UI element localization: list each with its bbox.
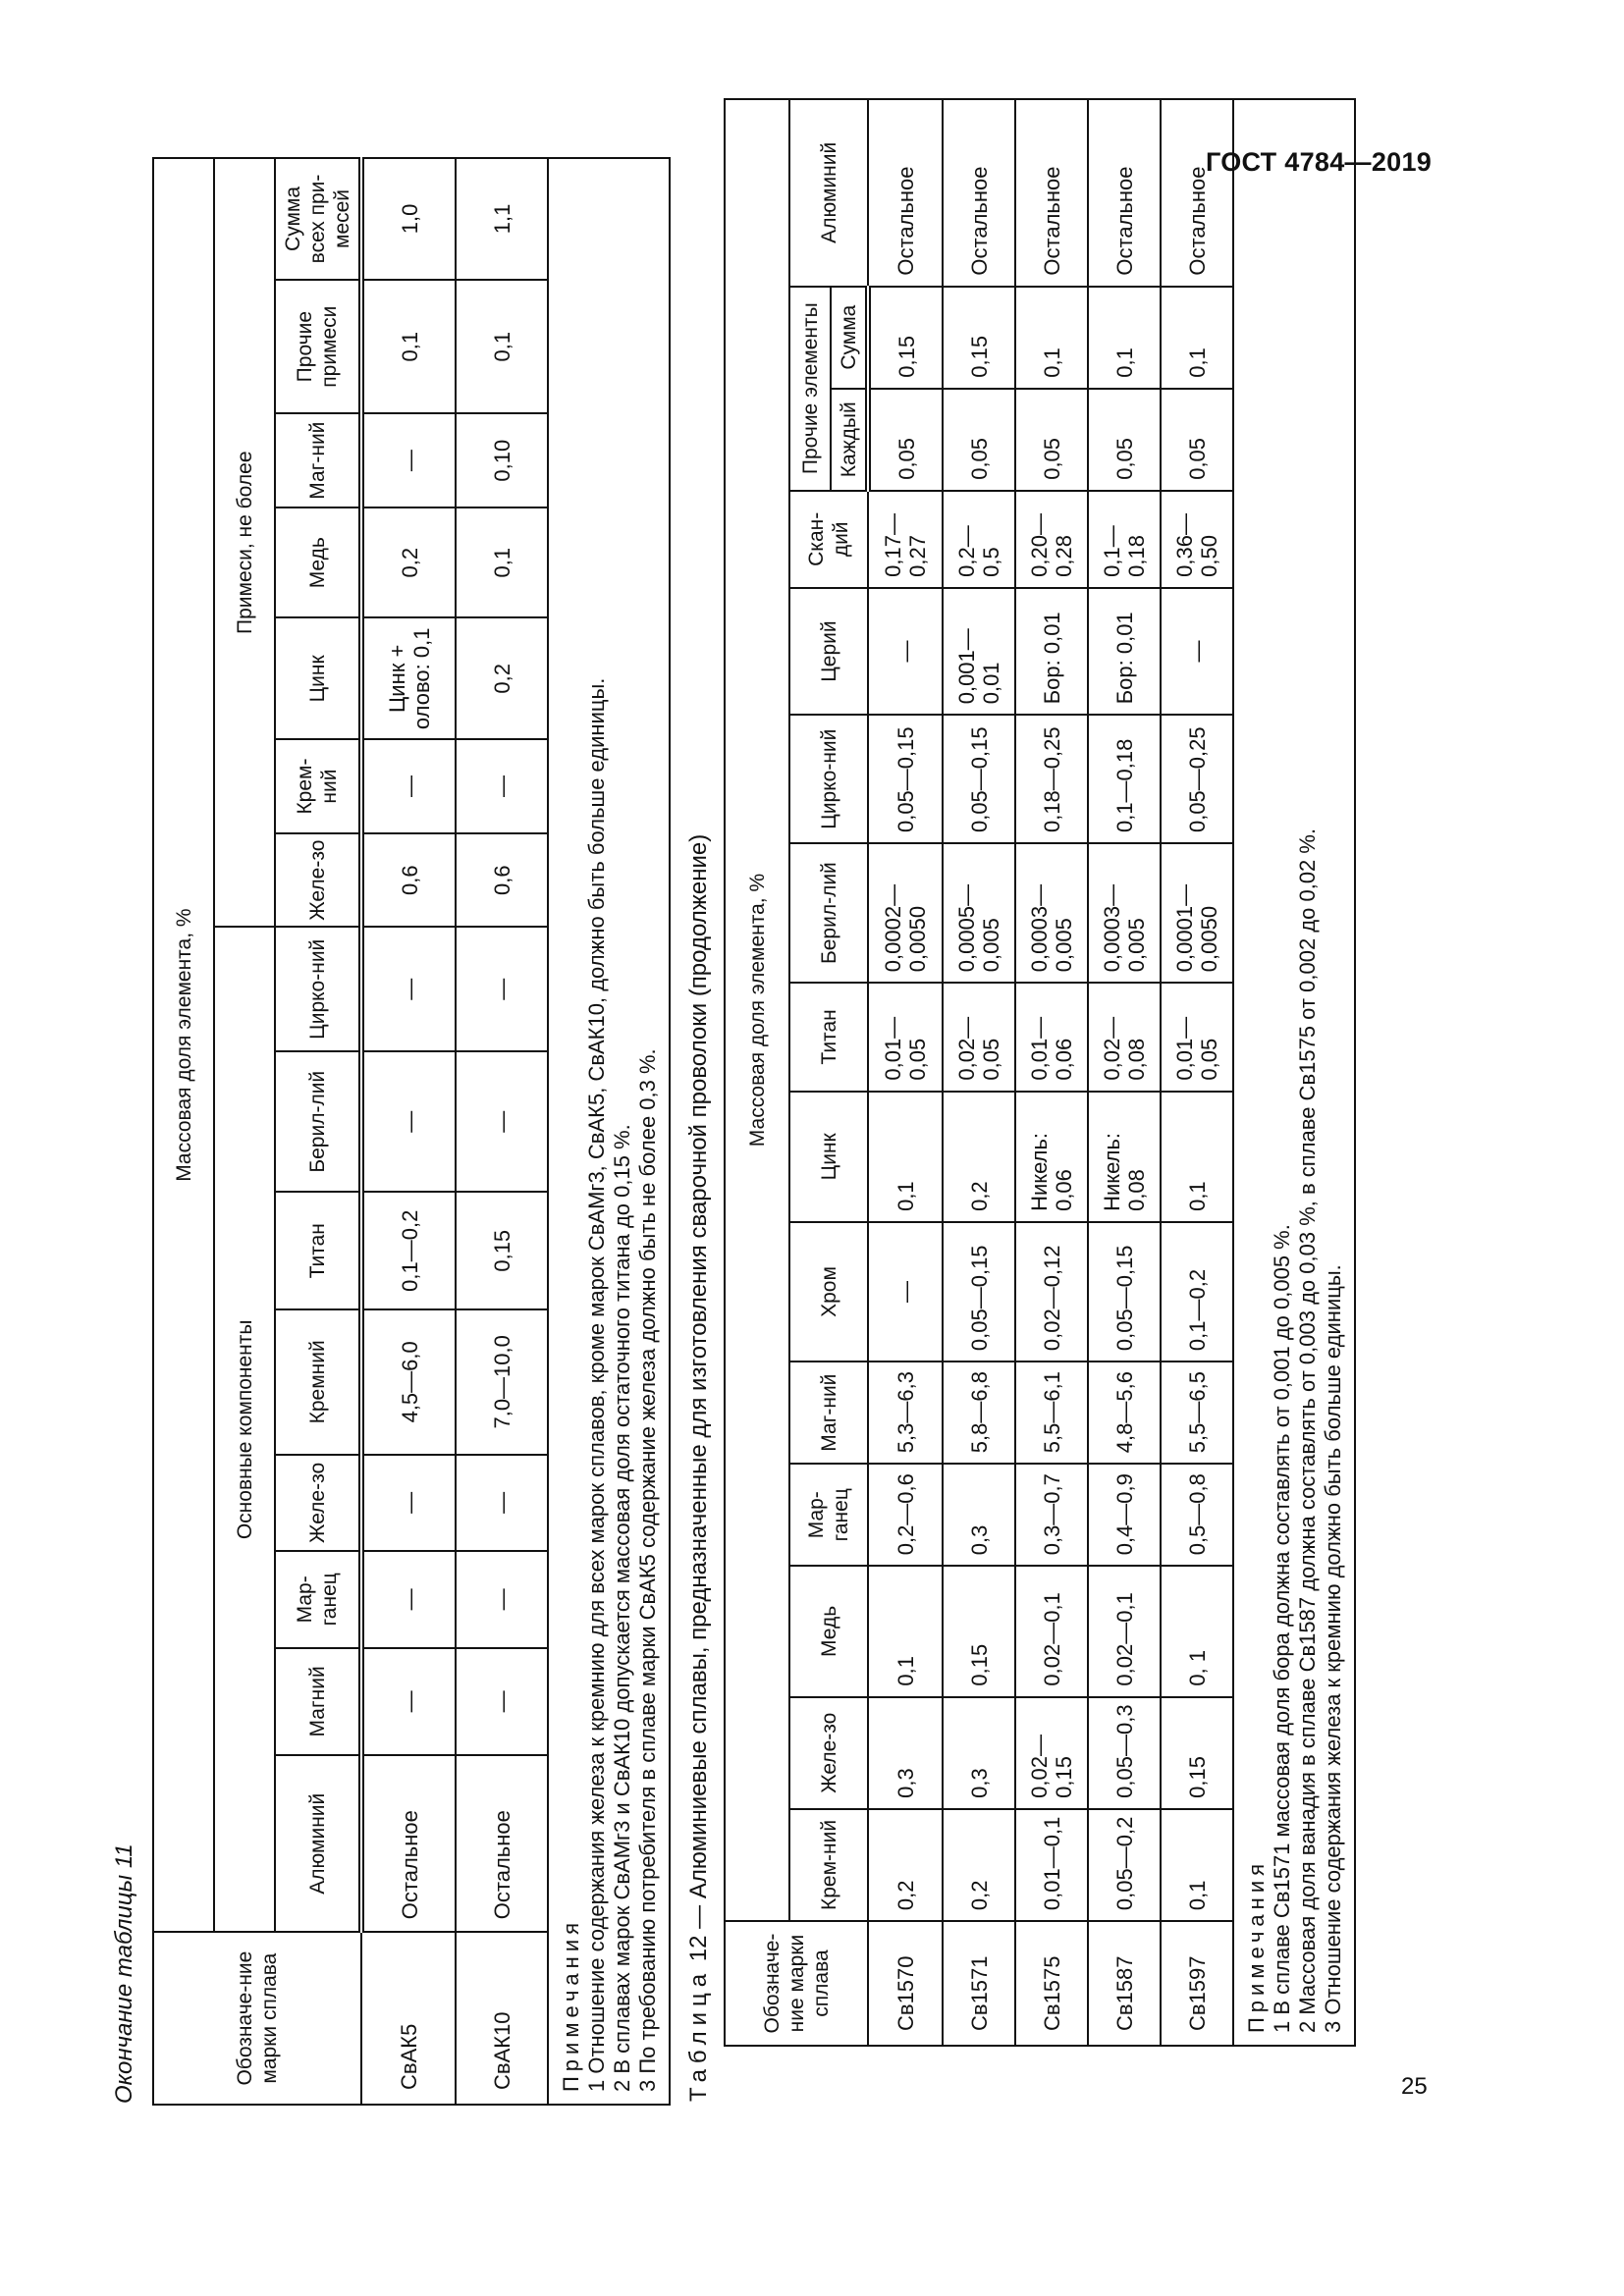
- table-row: [943, 99, 1015, 2046]
- table12-caption-prefix: Таблица: [685, 1967, 712, 2102]
- table-cell: 0,1—0,2: [361, 1192, 456, 1309]
- table-cell: 0,3: [943, 1697, 1015, 1809]
- table-cell: 0,1—0,2: [1161, 1222, 1233, 1362]
- table12: [724, 98, 1356, 2047]
- note-item: 1 В сплаве Св1571 массовая доля бора должна составлять от 0,001 до 0,005 %.: [1270, 1224, 1294, 2033]
- table11-header-mass-fraction: Массовая доля элемента, %: [153, 158, 214, 1932]
- table-cell: 1,1: [456, 158, 548, 280]
- table11-col-header: Магний: [275, 1648, 361, 1756]
- table-cell: —: [456, 1551, 548, 1647]
- table11-header-impurities: Примеси, не более: [214, 158, 275, 927]
- alloy-grade-cell: Св1597: [1161, 1921, 1233, 2046]
- table-cell: 0,20—0,28: [1015, 491, 1088, 588]
- table-row: [1161, 99, 1233, 2046]
- table-cell: 0,02—0,08: [1088, 983, 1161, 1091]
- table-cell: 0,05—0,25: [1161, 715, 1233, 843]
- alloy-grade-cell: Св1587: [1088, 1921, 1161, 2046]
- table11-col-header: Алюминий: [275, 1755, 361, 1932]
- table12-notes: [1233, 99, 1355, 2046]
- table-cell: 0,3—0,7: [1015, 1464, 1088, 1566]
- table-cell: —: [1161, 588, 1233, 715]
- table-cell: 0,2: [943, 1092, 1015, 1222]
- table11-col-header: Мар-ганец: [275, 1551, 361, 1647]
- table12-col-header: Алюминий: [789, 99, 868, 287]
- table11-col-header: Цинк: [275, 617, 361, 739]
- table12-col-header: Скан-дий: [789, 491, 868, 588]
- table11-col-header: Желе-зо: [275, 833, 361, 928]
- table11-notes: [548, 158, 670, 2105]
- table-cell: 0,05: [1088, 389, 1161, 491]
- table-cell: —: [456, 927, 548, 1051]
- table-cell: 0,6: [456, 833, 548, 928]
- table-cell: 0,05—0,3: [1088, 1697, 1161, 1809]
- table-cell: 0,2—0,5: [943, 491, 1015, 588]
- table-cell: 0,1—0,18: [1088, 715, 1161, 843]
- table-cell: 0,05—0,15: [1088, 1222, 1161, 1362]
- table-cell: Остальное: [1161, 99, 1233, 287]
- table-cell: Остальное: [943, 99, 1015, 287]
- table-cell: 0,1: [868, 1092, 943, 1222]
- table-cell: 0,001—0,01: [943, 588, 1015, 715]
- table12-col-header: Хром: [789, 1222, 868, 1362]
- table12-col-header: Желе-зо: [789, 1697, 868, 1809]
- notes-title: Примечания: [559, 1917, 583, 2092]
- table12-col-header: Берил-лий: [789, 843, 868, 983]
- table-row: [868, 99, 943, 2046]
- table-cell: 4,8—5,6: [1088, 1362, 1161, 1464]
- table-cell: 0,15: [943, 287, 1015, 389]
- table-cell: 0,02—0,12: [1015, 1222, 1088, 1362]
- table-cell: 0,1: [361, 280, 456, 413]
- table12-col-header: Цинк: [789, 1092, 868, 1222]
- note-item: 3 Отношение содержания железа к кремнию должно быть больше единицы.: [1321, 1264, 1345, 2033]
- table-cell: 0,05—0,15: [943, 715, 1015, 843]
- table-cell: 0,05—0,2: [1088, 1809, 1161, 1921]
- table12-caption-text: — Алюминиевые сплавы, предназначенные для изготовления сварочной проволоки (продолжение): [685, 833, 712, 1929]
- table-cell: 5,3—6,3: [868, 1362, 943, 1464]
- note-item: 2 Массовая доля ванадия в сплаве Св1587 должна составлять от 0,003 до 0,03 %, в сплаве Св1575 от 0,002 до 0,02 %.: [1295, 828, 1320, 2033]
- table-cell: Остальное: [1015, 99, 1088, 287]
- table-cell: 0,01—0,05: [1161, 983, 1233, 1091]
- alloy-grade-cell: СвАК5: [361, 1932, 456, 2105]
- table-cell: 0,15: [868, 287, 943, 389]
- table-cell: Остальное: [1088, 99, 1161, 287]
- table-cell: 0,01—0,1: [1015, 1809, 1088, 1921]
- table11-col-header: Берил-лий: [275, 1051, 361, 1192]
- table12-col-header: Сумма: [831, 287, 868, 389]
- table-cell: —: [361, 927, 456, 1051]
- table-cell: 0,0002—0,0050: [868, 843, 943, 983]
- table-cell: Бор: 0,01: [1015, 588, 1088, 715]
- table-cell: 0,10: [456, 413, 548, 507]
- table-cell: Бор: 0,01: [1088, 588, 1161, 715]
- table-cell: —: [868, 1222, 943, 1362]
- table-cell: —: [868, 588, 943, 715]
- table-cell: —: [456, 739, 548, 833]
- table-cell: 0,05: [868, 389, 943, 491]
- table-cell: 0,3: [943, 1464, 1015, 1566]
- table-cell: Никель: 0,08: [1088, 1092, 1161, 1222]
- table-cell: 0,0005—0,005: [943, 843, 1015, 983]
- alloy-grade-cell: СвАК10: [456, 1932, 548, 2105]
- table-cell: 0,4—0,9: [1088, 1464, 1161, 1566]
- table11-col-header: Сумма всех при-месей: [275, 158, 361, 280]
- table12-col-header: Каждый: [831, 389, 868, 491]
- table-cell: 0,01—0,05: [868, 983, 943, 1091]
- table12-caption: [671, 157, 724, 2106]
- table-cell: 5,5—6,1: [1015, 1362, 1088, 1464]
- table11-col-header: Крем-ний: [275, 739, 361, 833]
- table11-col-header: Прочие примеси: [275, 280, 361, 413]
- table-cell: 7,0—10,0: [456, 1309, 548, 1455]
- table-cell: 0,1: [1088, 287, 1161, 389]
- table11-col-header: Желе-зо: [275, 1455, 361, 1551]
- table-cell: 0,05: [1015, 389, 1088, 491]
- table-cell: 0,05: [1161, 389, 1233, 491]
- table-cell: 0,2: [943, 1809, 1015, 1921]
- table12-header-alloy-grade: Обозначе-ние марки сплава: [725, 1921, 868, 2046]
- table-cell: 0,15: [943, 1566, 1015, 1696]
- table-cell: —: [361, 1648, 456, 1756]
- table12-col-header: Медь: [789, 1566, 868, 1696]
- table-cell: 0,2—0,6: [868, 1464, 943, 1566]
- table-row: [1015, 99, 1088, 2046]
- notes-title: Примечания: [1244, 1858, 1269, 2033]
- page-number: 25: [1401, 2073, 1428, 2100]
- table11-col-header: Цирко-ний: [275, 927, 361, 1051]
- table11-col-header: Кремний: [275, 1309, 361, 1455]
- table-cell: 0,0001—0,0050: [1161, 843, 1233, 983]
- table-cell: 0,15: [456, 1192, 548, 1309]
- table-cell: —: [456, 1051, 548, 1192]
- table11-header-alloy-grade: Обозначе-ние марки сплава: [153, 1932, 361, 2105]
- table12-col-header: Титан: [789, 983, 868, 1091]
- note-item: 1 Отношение содержания железа к кремнию для всех марок сплавов, кроме марок СвАМг3, СвАК5, СвАК10, должно быть больше единицы.: [584, 677, 609, 2092]
- table11-col-header: Титан: [275, 1192, 361, 1309]
- table-cell: Остальное: [868, 99, 943, 287]
- table-cell: 0,2: [456, 617, 548, 739]
- table-row: [456, 158, 548, 2105]
- table-cell: 1,0: [361, 158, 456, 280]
- table12-col-header: Цирко-ний: [789, 715, 868, 843]
- table-cell: Остальное: [361, 1755, 456, 1932]
- table12-header-mass-fraction: Массовая доля элемента, %: [725, 99, 789, 1921]
- table-cell: 0, 1: [1161, 1566, 1233, 1696]
- table11: [152, 157, 671, 2106]
- table-cell: 0,02—0,15: [1015, 1697, 1088, 1809]
- table-cell: 0,17—0,27: [868, 491, 943, 588]
- table-cell: 0,1: [456, 280, 548, 413]
- table-cell: 0,05: [943, 389, 1015, 491]
- table-cell: Цинк + олово: 0,1: [361, 617, 456, 739]
- table-cell: —: [361, 1551, 456, 1647]
- table-cell: 4,5—6,0: [361, 1309, 456, 1455]
- table-cell: 0,18—0,25: [1015, 715, 1088, 843]
- table-cell: 0,02—0,05: [943, 983, 1015, 1091]
- table-cell: 5,5—6,5: [1161, 1362, 1233, 1464]
- table-cell: —: [361, 1051, 456, 1192]
- table-cell: Остальное: [456, 1755, 548, 1932]
- table11-col-header: Маг-ний: [275, 413, 361, 507]
- table-cell: 0,0003—0,005: [1015, 843, 1088, 983]
- table-cell: 0,5—0,8: [1161, 1464, 1233, 1566]
- table-cell: 0,1: [1161, 1809, 1233, 1921]
- table12-col-header: Маг-ний: [789, 1362, 868, 1464]
- table-cell: 5,8—6,8: [943, 1362, 1015, 1464]
- table-cell: 0,36—0,50: [1161, 491, 1233, 588]
- table-cell: 0,02—0,1: [1088, 1566, 1161, 1696]
- note-item: 3 По требованию потребителя в сплаве марки СвАК5 содержание железа должно быть не более 0,3 %.: [635, 1048, 660, 2092]
- table12-col-header: Церий: [789, 588, 868, 715]
- table-cell: —: [361, 413, 456, 507]
- table-cell: 0,0003—0,005: [1088, 843, 1161, 983]
- table-cell: 0,2: [868, 1809, 943, 1921]
- table-cell: —: [361, 1455, 456, 1551]
- table-row: [361, 158, 456, 2105]
- table12-caption-number: 12: [685, 1935, 712, 1962]
- table-cell: —: [361, 739, 456, 833]
- table-cell: 0,2: [361, 507, 456, 618]
- note-item: 2 В сплавах марок СвАМг3 и СвАК10 допускается массовая доля остаточного титана до 0,15 %.: [610, 1124, 634, 2092]
- table-cell: 0,05—0,15: [868, 715, 943, 843]
- table-cell: 0,1—0,18: [1088, 491, 1161, 588]
- table-cell: 0,1: [1161, 287, 1233, 389]
- table12-col-header: Крем-ний: [789, 1809, 868, 1921]
- table-cell: —: [456, 1648, 548, 1756]
- table-cell: 0,02—0,1: [1015, 1566, 1088, 1696]
- table-cell: 0,1: [1015, 287, 1088, 389]
- table-cell: Никель: 0,06: [1015, 1092, 1088, 1222]
- table-cell: 0,3: [868, 1697, 943, 1809]
- table12-header-other-elements: Прочие элементы: [789, 287, 831, 491]
- alloy-grade-cell: Св1570: [868, 1921, 943, 2046]
- alloy-grade-cell: Св1575: [1015, 1921, 1088, 2046]
- table-cell: 0,6: [361, 833, 456, 928]
- table-cell: 0,1: [868, 1566, 943, 1696]
- table11-col-header: Медь: [275, 507, 361, 618]
- table-row: [1088, 99, 1161, 2046]
- table11-header-main-components: Основные компоненты: [214, 927, 275, 1932]
- table-cell: 0,05—0,15: [943, 1222, 1015, 1362]
- table12-col-header: Мар-ганец: [789, 1464, 868, 1566]
- table-cell: 0,1: [456, 507, 548, 618]
- table11-caption: Окончание таблицы 11: [111, 1843, 137, 2104]
- alloy-grade-cell: Св1571: [943, 1921, 1015, 2046]
- table-cell: 0,1: [1161, 1092, 1233, 1222]
- table-cell: 0,15: [1161, 1697, 1233, 1809]
- table-cell: —: [456, 1455, 548, 1551]
- document-standard-id: ГОСТ 4784—2019: [1206, 147, 1433, 177]
- table-cell: 0,01—0,06: [1015, 983, 1088, 1091]
